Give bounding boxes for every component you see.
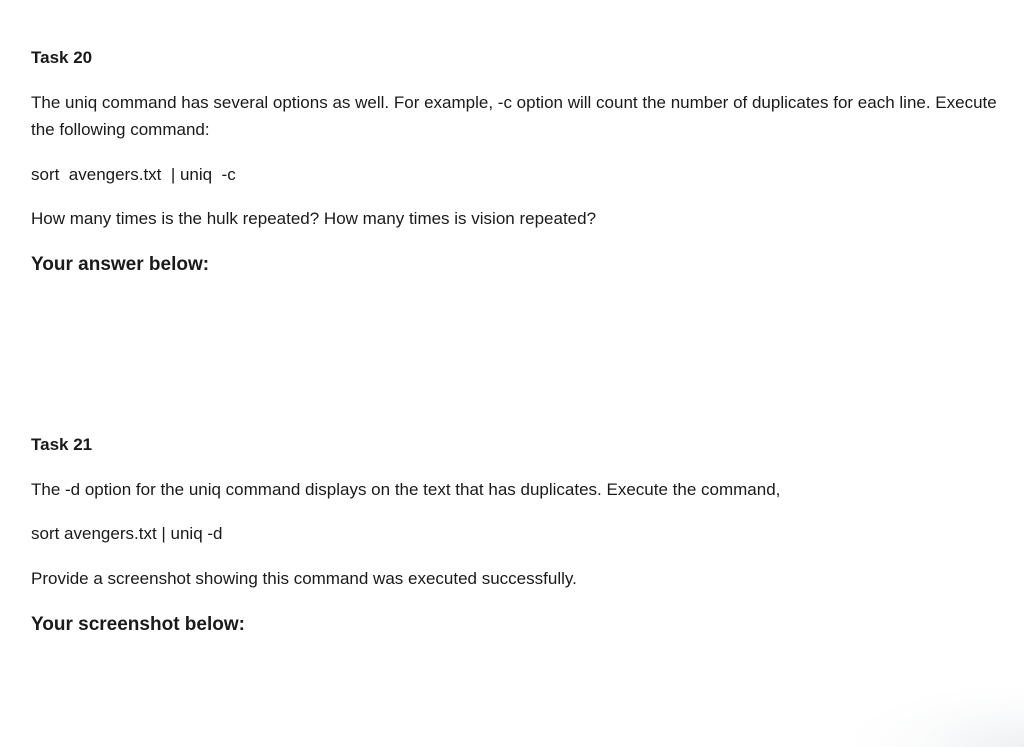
task-21-intro: The -d option for the uniq command displays on the text that has duplicates. Execute the command,	[31, 480, 781, 499]
task-20-command: sort avengers.txt | uniq -c	[31, 165, 236, 184]
task-21-command: sort avengers.txt | uniq -d	[31, 524, 223, 543]
task-21-screenshot-prompt: Your screenshot below:	[31, 614, 245, 635]
task-20-intro: The uniq command has several options as well. For example, -c option will count the number of duplicates for each line. Execute the following command:	[31, 93, 997, 139]
task-21-title: Task 21	[31, 435, 93, 454]
task-20-answer-prompt: Your answer below:	[31, 254, 210, 275]
corner-shadow	[854, 687, 1024, 747]
task-20-question: How many times is the hulk repeated? How many times is vision repeated?	[31, 209, 597, 228]
task-21-instruction: Provide a screenshot showing this command was executed successfully.	[31, 569, 577, 588]
task-20-title: Task 20	[31, 48, 93, 67]
